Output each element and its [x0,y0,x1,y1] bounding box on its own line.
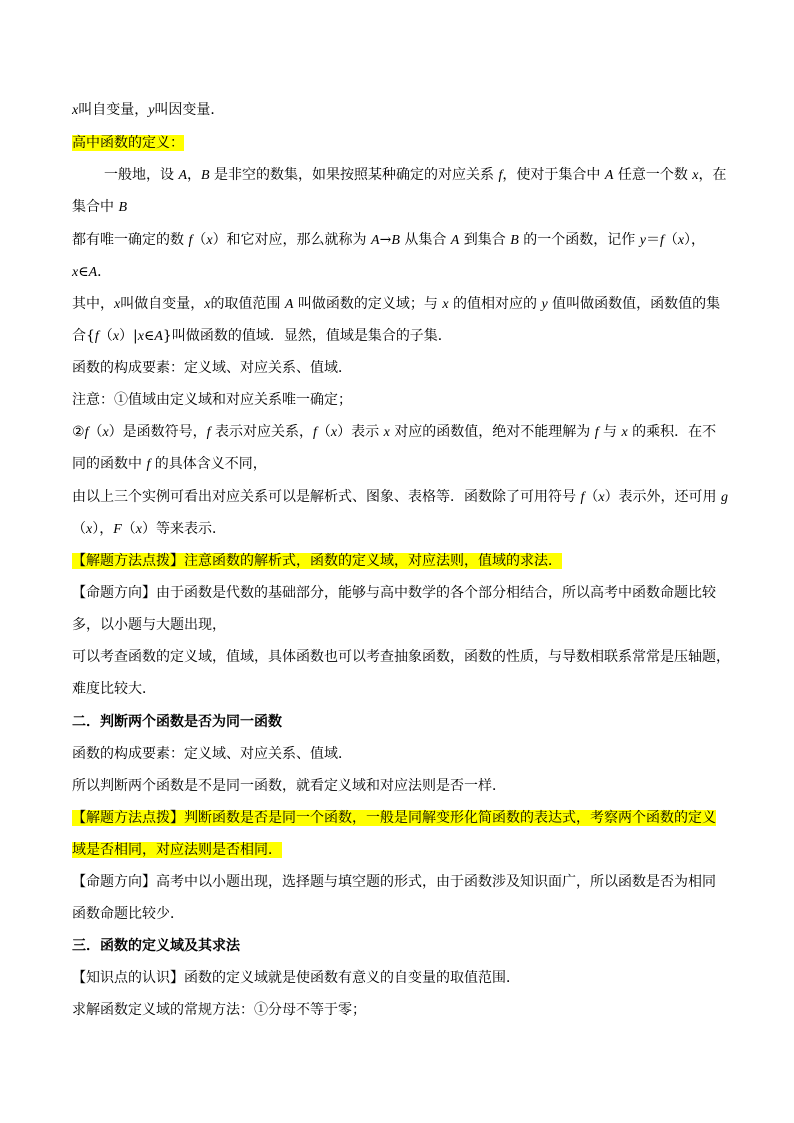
definition-line-2: 集合中 B [72,199,128,215]
direction-2-line-1: 【命题方向】高考中以小题出现，选择题与填空题的形式，由于函数涉及知识面广，所以函数是否为相同 [72,874,716,890]
note-1: 注意：①值域由定义域和对应关系唯一确定； [72,392,352,408]
section-2-judge: 所以判断两个函数是不是同一函数，就看定义域和对应法则是否一样． [72,778,506,794]
solution-tip-2-line-1: 【解题方法点拨】判断函数是否是同一个函数，一般是同解变形化简函数的表达式，考察两个函数的定义 [72,810,716,826]
direction-2-line-2: 函数命题比较少． [72,906,184,922]
solution-tip-1: 【解题方法点拨】注意函数的解析式，函数的定义域，对应法则，值域的求法． [72,553,562,569]
definition-line-4: x∈A． [72,264,112,280]
hs-definition-heading: 高中函数的定义： [72,135,184,151]
examples-line-2: （x），F（x）等来表示． [72,521,226,537]
variable-sentence: x叫自变量，y叫因变量． [72,102,225,118]
direction-1-line-3: 可以考查函数的定义域，值域，具体函数也可以考查抽象函数，函数的性质，与导数相联系常常是压轴题， [72,649,730,665]
examples-line-1: 由以上三个实例可看出对应关系可以是解析式、图象、表格等．函数除了可用符号 f（x）表示外，还可用 g [72,489,729,505]
knowledge-point: 【知识点的认识】函数的定义域就是使函数有意义的自变量的取值范围． [72,970,520,986]
function-elements: 函数的构成要素：定义域、对应关系、值域． [72,360,352,376]
domain-range-line-1: 其中，x叫做自变量，x的取值范围 A 叫做函数的定义域；与 x 的值相对应的 y 值叫做函数值，函数值的集 [72,296,721,312]
note-2-line-1: ②f（x）是函数符号，f 表示对应关系，f（x）表示 x 对应的函数值，绝对不能理解为 f 与 x 的乘积．在不 [72,424,717,440]
direction-1-line-4: 难度比较大． [72,681,156,697]
definition-line-3: 都有唯一确定的数 f（x）和它对应，那么就称为 A→B 从集合 A 到集合 B 的一个函数，记作 y＝f（x）， [72,232,706,248]
direction-1-line-1: 【命题方向】由于函数是代数的基础部分，能够与高中数学的各个部分相结合，所以高考中函数命题比较 [72,585,716,601]
section-2-heading: 二．判断两个函数是否为同一函数 [72,714,282,730]
domain-method: 求解函数定义域的常规方法：①分母不等于零； [72,1002,366,1018]
solution-tip-2-line-2: 域是否相同，对应法则是否相同． [72,842,282,858]
section-2-elements: 函数的构成要素：定义域、对应关系、值域． [72,746,352,762]
section-3-heading: 三．函数的定义域及其求法 [72,938,240,954]
definition-line-1: 一般地，设 A，B 是非空的数集，如果按照某种确定的对应关系 f，使对于集合中 A 任意一个数 x，在 [104,167,727,183]
note-2-line-2: 同的函数中 f 的具体含义不同， [72,456,267,472]
direction-1-line-2: 多，以小题与大题出现， [72,617,226,633]
domain-range-line-2: 合{f（x）|x∈A}叫做函数的值域．显然，值域是集合的子集． [72,328,452,344]
